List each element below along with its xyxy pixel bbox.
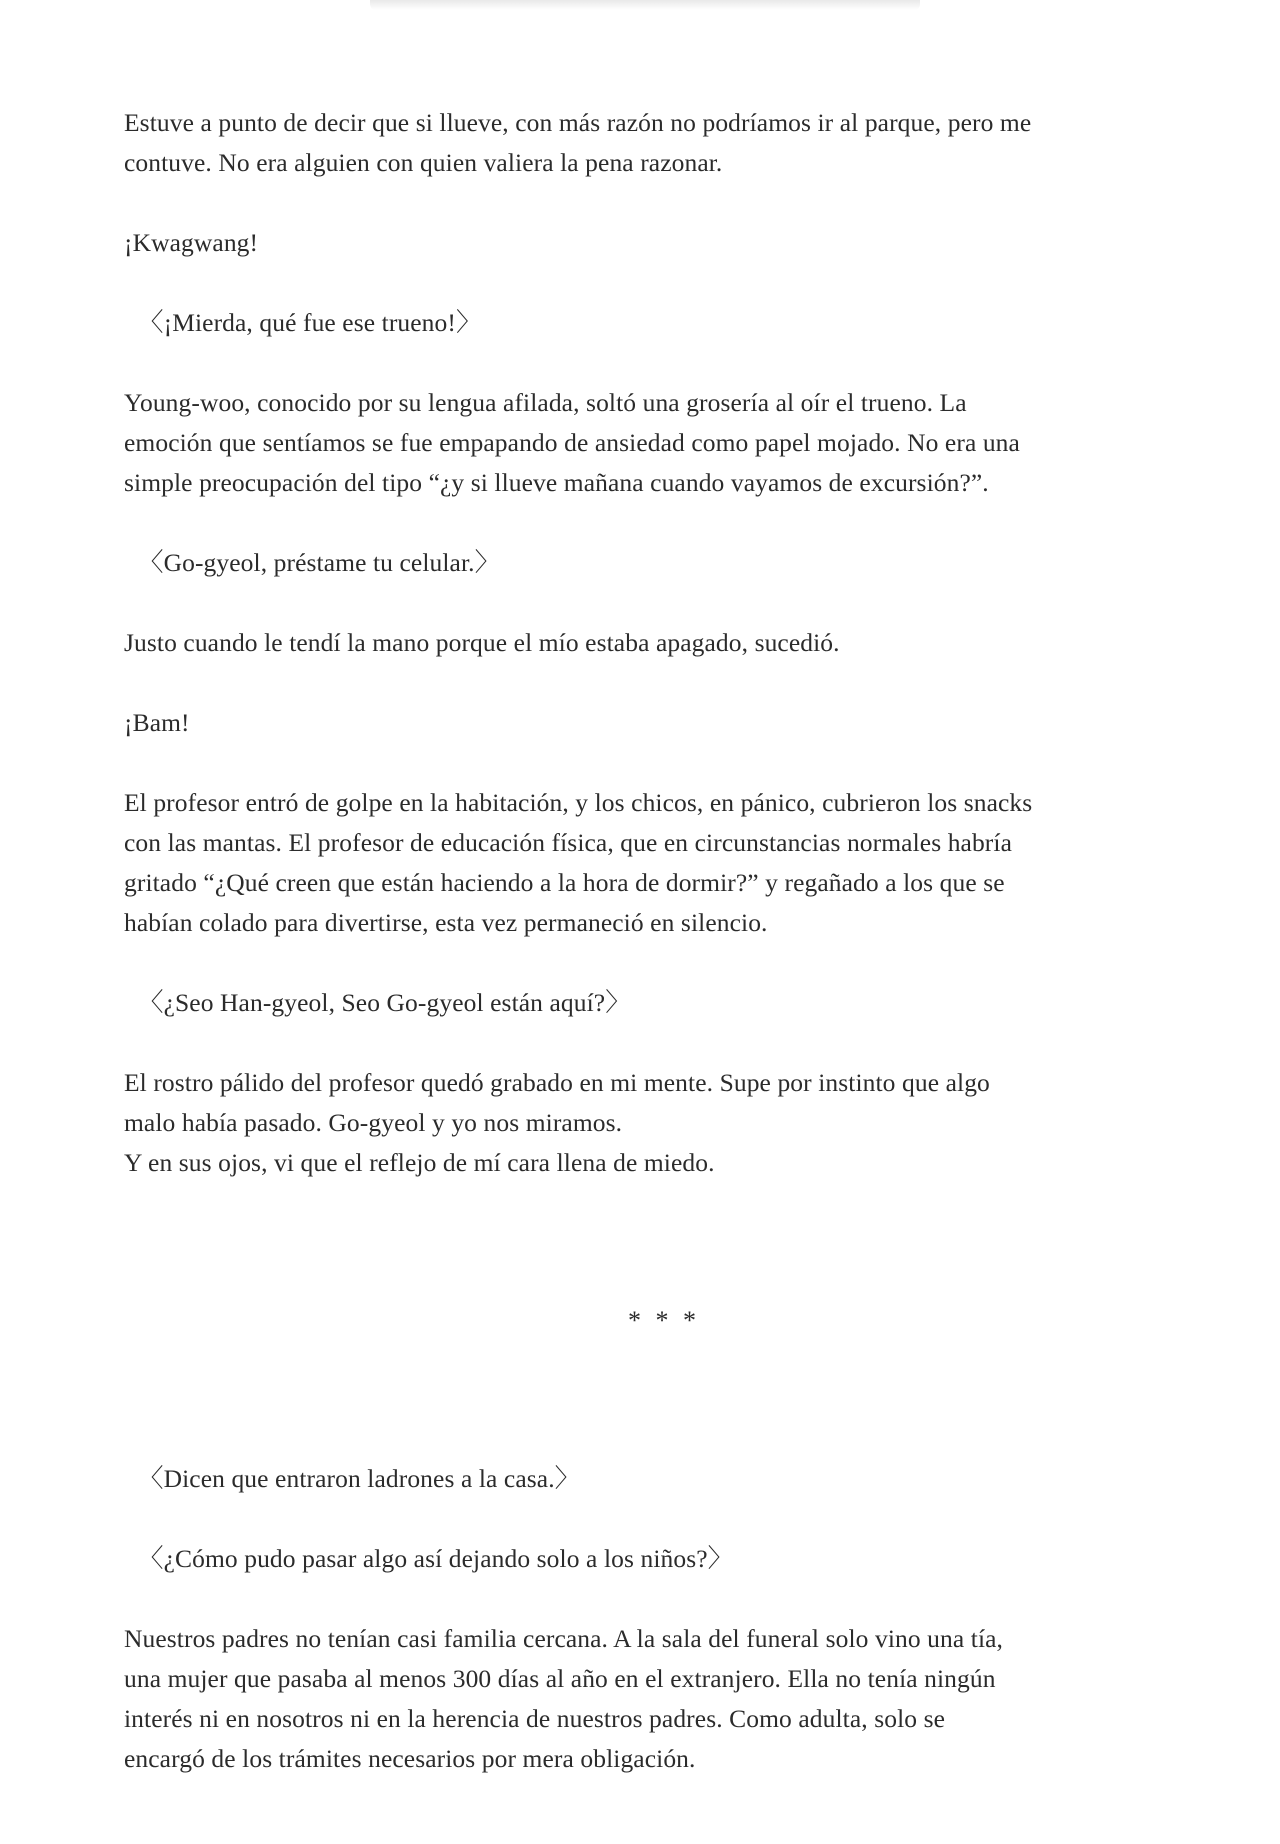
dialog-thieves: 〈Dicen que entraron ladrones a la casa.〉 [138, 1464, 581, 1493]
dialog-children-alone: 〈¿Cómo pudo pasar algo así dejando solo a los niños?〉 [138, 1544, 734, 1573]
paragraph-young-woo: Young-woo, conocido por su lengua afilada, soltó una grosería al oír el trueno. La emoción que sentíamos se fue empapando de ansiedad como papel mojado. No era una simple preocupación del tipo “¿y si llueve mañana cuando vayamos de excursión?”. [124, 388, 1020, 497]
document-body [124, 103, 1164, 1819]
paragraph-hand: Justo cuando le tendí la mano porque el mío estaba apagado, sucedió. [124, 628, 840, 657]
paragraph-pale-face: El rostro pálido del profesor quedó grabado en mi mente. Supe por instinto que algo malo había pasado. Go-gyeol y yo nos miramos. Y en sus ojos, vi que el reflejo de mí cara llena de miedo. [124, 1068, 990, 1177]
top-edge-shadow [370, 0, 920, 10]
paragraph-parents-family: Nuestros padres no tenían casi familia cercana. A la sala del funeral solo vino una tía, una mujer que pasaba al menos 300 días al año en el extranjero. Ella no tenía ningún interés ni en nosotros ni en la herencia de nuestros padres. Como adulta, solo se encargó de los trámites necesarios por mera obligación. [124, 1624, 1004, 1773]
dialog-phone: 〈Go-gyeol, préstame tu celular.〉 [138, 548, 501, 577]
paragraph-bam: ¡Bam! [124, 708, 190, 737]
paragraph-almost-said: Estuve a punto de decir que si llueve, con más razón no podríamos ir al parque, pero me contuve. No era alguien con quien valiera la pena razonar. [124, 108, 1032, 177]
scene-separator: * * * [628, 1306, 700, 1335]
dialog-thunder: 〈¡Mierda, qué fue ese trueno!〉 [138, 308, 482, 337]
dialog-teacher-question: 〈¿Seo Han-gyeol, Seo Go-gyeol están aquí?〉 [138, 988, 631, 1017]
paragraph-teacher-enters: El profesor entró de golpe en la habitación, y los chicos, en pánico, cubrieron los snacks con las mantas. El profesor de educación física, que en circunstancias normales habría gritado “¿Qué creen que están haciendo a la hora de dormir?” y regañado a los que se habían colado para divertirse, esta vez permaneció en silencio. [124, 788, 1033, 937]
paragraph-kwagwang: ¡Kwagwang! [124, 228, 259, 257]
